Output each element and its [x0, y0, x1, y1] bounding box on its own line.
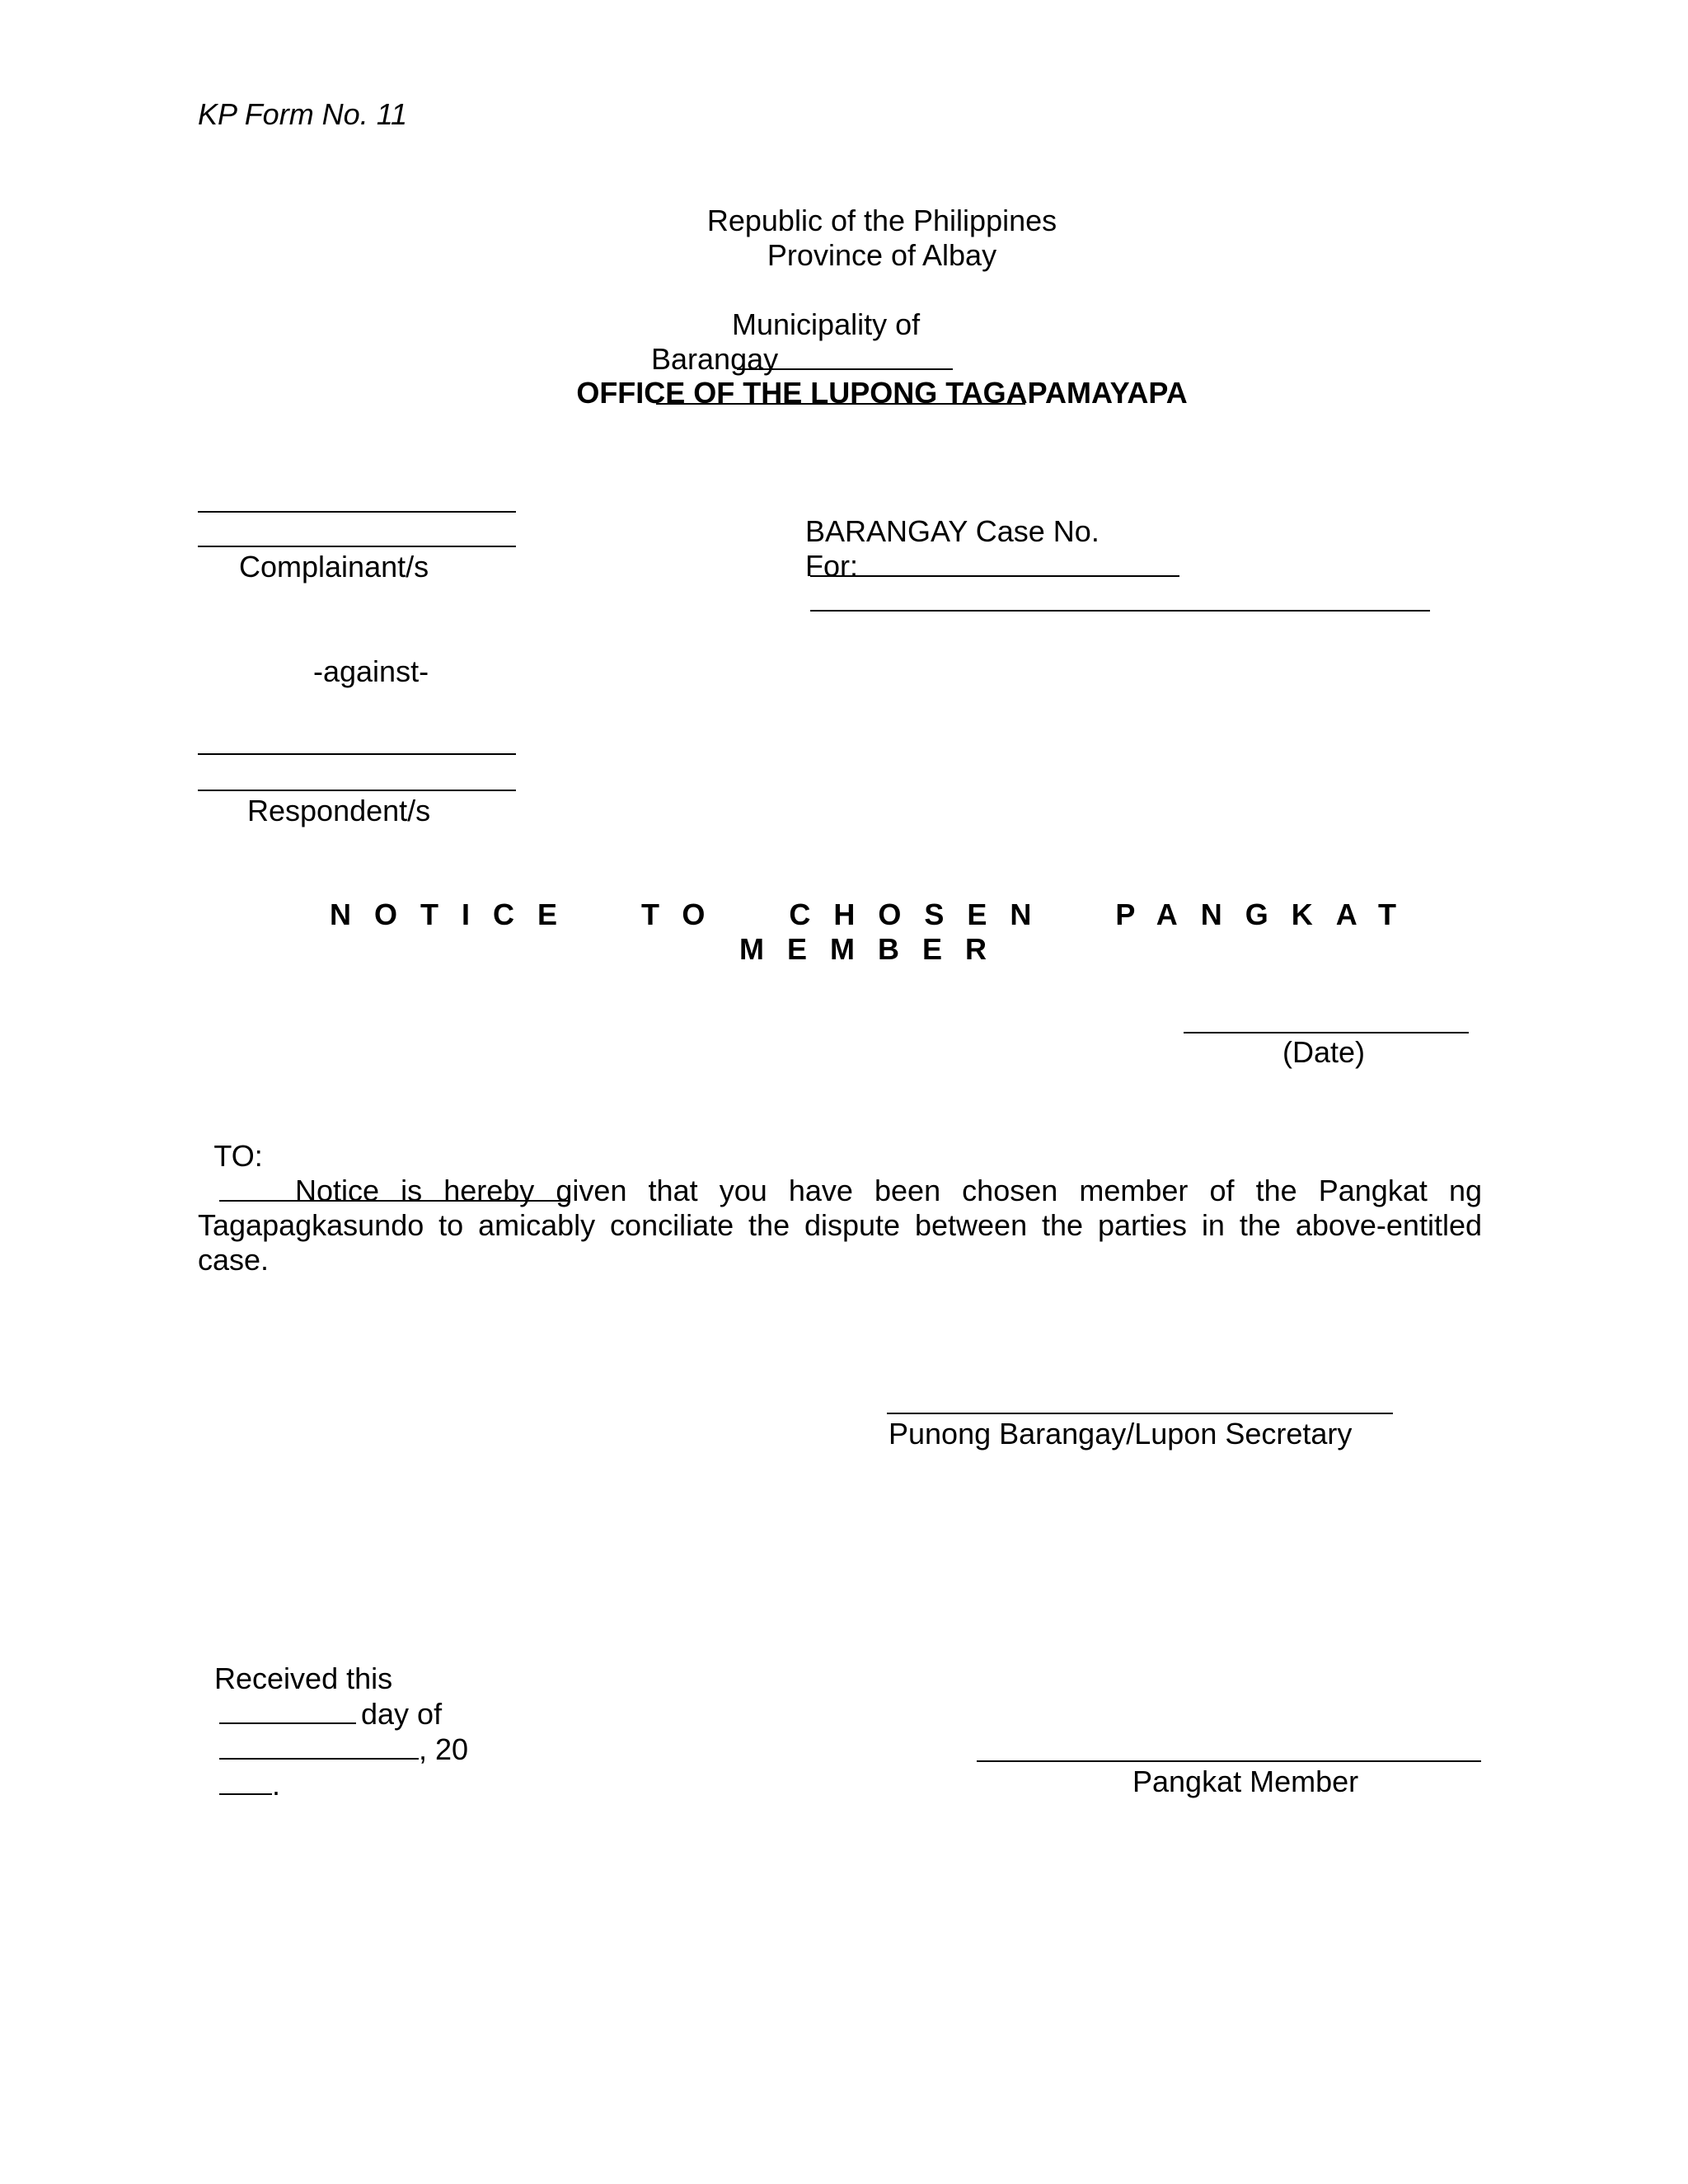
- member-signature-label: Pangkat Member: [1132, 1765, 1359, 1798]
- secretary-signature-label: Punong Barangay/Lupon Secretary: [889, 1417, 1353, 1451]
- received-text-4: .: [272, 1768, 281, 1802]
- date-line[interactable]: [1184, 1032, 1469, 1033]
- secretary-signature-line[interactable]: [887, 1413, 1393, 1414]
- date-label: (Date): [1282, 1035, 1366, 1069]
- case-number-label: BARANGAY Case No.: [805, 514, 1100, 548]
- notice-title-line-1: NOTICE TO CHOSEN PANGKAT: [330, 898, 1420, 931]
- notice-title-line-2: MEMBER: [739, 932, 1010, 966]
- received-year-blank[interactable]: [219, 1767, 272, 1795]
- received-day-blank[interactable]: [219, 1696, 356, 1724]
- against-label: -against-: [313, 654, 429, 688]
- received-text-2: day of: [361, 1697, 443, 1731]
- for-label: For:: [805, 549, 859, 583]
- received-row: [198, 1627, 468, 1802]
- respondent-line-1[interactable]: [198, 753, 516, 755]
- notice-body: Notice is hereby given that you have been chosen member of the Pangkat ng Tagapagkasundo to amicably conciliate the dispute between the parties in the above-entitled case.: [198, 1174, 1482, 1277]
- barangay-label: Barangay: [651, 342, 779, 376]
- respondent-label: Respondent/s: [247, 794, 431, 827]
- for-blank[interactable]: [810, 583, 1430, 612]
- respondent-line-2[interactable]: [198, 790, 516, 791]
- complainant-line-2[interactable]: [198, 546, 516, 547]
- complainant-line-1[interactable]: [198, 511, 516, 513]
- received-month-blank[interactable]: [219, 1732, 419, 1760]
- received-text-3: , 20: [419, 1732, 469, 1766]
- municipality-label: Municipality of: [732, 307, 921, 341]
- complainant-label: Complainant/s: [239, 550, 429, 583]
- for-row: [789, 514, 1430, 619]
- header-province: Province of Albay: [767, 238, 997, 272]
- received-text-1: Received this: [214, 1661, 393, 1695]
- form-number: KP Form No. 11: [198, 97, 408, 131]
- member-signature-line[interactable]: [977, 1760, 1481, 1762]
- office-title: OFFICE OF THE LUPONG TAGAPAMAYAPA: [576, 376, 1188, 410]
- header-republic: Republic of the Philippines: [706, 204, 1057, 237]
- to-label: TO:: [213, 1139, 263, 1173]
